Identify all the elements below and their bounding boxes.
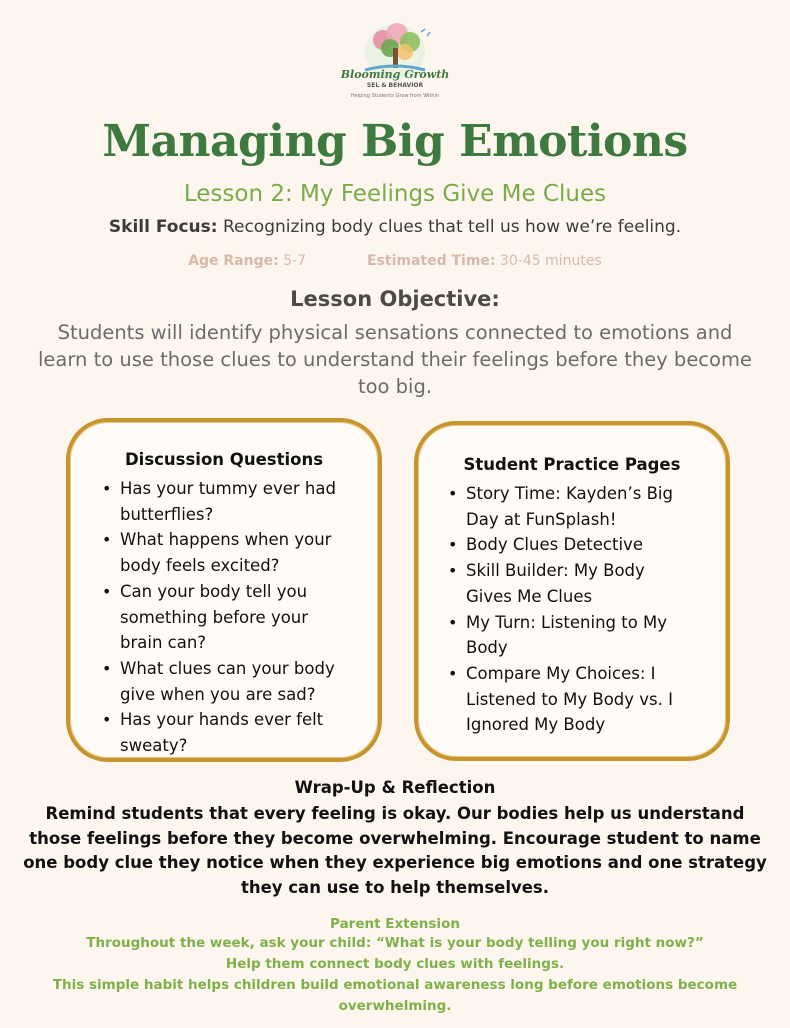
parent-extension-heading: Parent Extension xyxy=(330,916,460,932)
list-item-line: • What clues can your body xyxy=(120,658,335,678)
age-range-label: Age Range: xyxy=(188,253,279,269)
discussion-questions-card xyxy=(66,418,382,762)
list-item xyxy=(120,527,390,578)
list-item xyxy=(120,476,390,527)
list-item xyxy=(120,656,390,707)
objective-line: too big. xyxy=(357,375,433,398)
list-item-line: • Has your hands ever felt xyxy=(120,710,324,730)
list-item xyxy=(466,661,736,738)
estimated-time-label: Estimated Time: xyxy=(366,253,496,269)
age-range-value: 5-7 xyxy=(278,253,307,269)
list-item xyxy=(466,610,736,661)
list-item-line: • Story Time: Kayden’s Big xyxy=(466,484,673,503)
logo-tagline: Helping Students Grow from Within xyxy=(350,93,440,99)
wrap-up-line: one body clue they notice when they experience big emotions and one strategy xyxy=(23,853,767,873)
objective-line: Students will identify physical sensations connected to emotions and xyxy=(57,321,733,344)
parent-extension-line: Help them connect body clues with feelings. xyxy=(225,956,565,972)
wrap-up-line: those feelings before they become overwhelming. Encourage student to name xyxy=(29,828,761,848)
list-item-line: • Skill Builder: My Body xyxy=(466,561,645,581)
list-item-line: butterflies? xyxy=(120,504,214,524)
wrap-up-text xyxy=(10,802,780,900)
lesson-subtitle: Lesson 2: My Feelings Give Me Clues xyxy=(183,181,607,207)
list-item-line: something before your xyxy=(120,607,309,627)
objective-text xyxy=(10,319,780,400)
logo-brand-text: Blooming Growth xyxy=(340,68,450,81)
list-item-line: brain can? xyxy=(120,633,207,653)
list-item-line: Listened to My Body vs. I xyxy=(466,689,673,709)
list-item-line: • Compare My Choices: I xyxy=(466,663,656,683)
estimated-time-value: 30-45 minutes xyxy=(495,253,602,269)
list-item-line: • Has your tummy ever had xyxy=(120,479,336,498)
list-item-line: Body xyxy=(466,638,508,658)
list-item-line: • Can your body tell you xyxy=(120,581,308,601)
wrap-up-line: Remind students that every feeling is okay. Our bodies help us understand xyxy=(45,804,745,823)
discussion-heading: Discussion Questions xyxy=(124,450,324,469)
list-item xyxy=(466,558,736,609)
wrap-up-heading: Wrap-Up & Reflection xyxy=(294,778,496,797)
objective-heading: Lesson Objective: xyxy=(290,287,500,311)
page-title: Managing Big Emotions xyxy=(102,116,688,167)
parent-extension-line: Throughout the week, ask your child: “What is your body telling you right now?” xyxy=(86,935,704,951)
list-item-line: Ignored My Body xyxy=(466,715,606,735)
list-item-line: sweaty? xyxy=(120,736,188,756)
list-item-line: give when you are sad? xyxy=(120,684,316,704)
list-item xyxy=(120,579,390,656)
discussion-list xyxy=(98,476,390,759)
objective-line: learn to use those clues to understand their feelings before they become xyxy=(38,348,752,371)
logo-sub-text: SEL & BEHAVIOR xyxy=(366,82,424,89)
parent-extension-line: This simple habit helps children build emotional awareness long before emotions become xyxy=(52,977,738,993)
wrap-up-line: they can use to help themselves. xyxy=(240,877,550,897)
list-item-line: • Body Clues Detective xyxy=(466,535,643,555)
practice-list xyxy=(444,481,736,738)
list-item xyxy=(120,707,390,758)
practice-heading: Student Practice Pages xyxy=(463,455,681,474)
list-item-line: • My Turn: Listening to My xyxy=(466,612,668,632)
list-item xyxy=(466,481,736,532)
skill-focus xyxy=(0,217,790,237)
list-item xyxy=(466,532,736,558)
list-item-line: Gives Me Clues xyxy=(466,586,593,606)
list-item-line: Day at FunSplash! xyxy=(466,509,617,529)
skill-focus-text: Recognizing body clues that tell us how we’re feeling. xyxy=(217,217,682,237)
parent-extension-line: overwhelming. xyxy=(338,998,452,1014)
brand-logo xyxy=(335,18,455,106)
practice-pages-card xyxy=(414,421,730,761)
skill-focus-label: Skill Focus: xyxy=(108,217,218,237)
list-item-line: body feels excited? xyxy=(120,556,280,576)
lesson-meta xyxy=(0,253,790,269)
list-item-line: • What happens when your xyxy=(120,530,332,550)
